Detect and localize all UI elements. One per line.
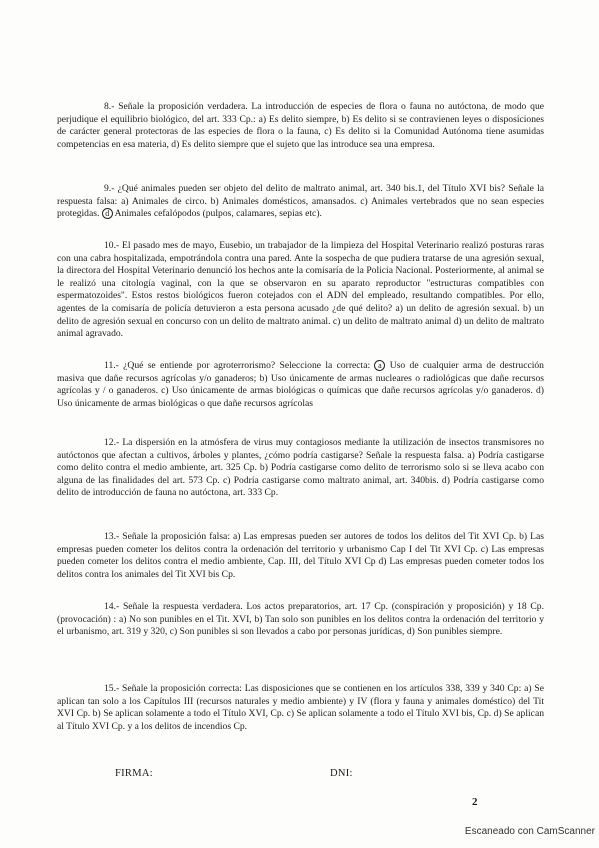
question-11 — [57, 360, 544, 410]
question-14: 14.- Señale la respuesta verdadera. Los actos preparatorios, art. 17 Cp. (conspiración y proposición) y 18 Cp. (provocación) : a) No son punibles en el Tit. XVI, b) Tan solo son punibles en los delitos contra la ordenación del territorio y el urbanismo, art. 319 y 320, c) Son punibles si son llevados a cabo por personas jurídicas, d) Son punibles siempre. — [57, 601, 544, 638]
circled-answer-mark: d — [102, 208, 113, 219]
question-10: 10.- El pasado mes de mayo, Eusebio, un trabajador de la limpieza del Hospital Veterinario realizó posturas raras con una cabra hospitalizada, empotrándola contra una pared. Ante la sospecha de que pudiera tratarse de una agresión sexual, la directora del Hospital Veterinario denunció los hechos ante la comisaría de la Policía Nacional. Posteriormente, al animal se le realizó una citología vaginal, con la que se observaron en su aparato reproductor "estructuras compatibles con espermatozoides". Estos restos biológicos fueron cotejados con el ADN del empleado, resultando compatibles. Por ello, agentes de la comisaría de policía detuvieron a esta persona acusado ¿de qué delito? a) un delito de agresión sexual. b) un delito de agresión sexual en concurso con un delito de maltrato animal. c) un delito de maltrato animal d) un delito de maltrato animal agravado. — [57, 240, 544, 340]
question-13: 13.- Señale la proposición falsa: a) Las empresas pueden ser autores de todos los delitos del Tit XVI Cp. b) Las empresas pueden cometer los delitos contra la ordenación del territorio y urbanismo Cap I del Tit XVI Cp. c) Las empresas pueden cometer los delitos contra el medio ambiente, Cap. III, del Título XVI Cp d) Las empresas pueden cometer todos los delitos contra los animales del Tit XVI bis Cp. — [57, 531, 544, 580]
question-11-text-b: Uso de cualquier arma de destrucción masiva que dañe recursos agrícolas y/o ganaderos; b) Uso únicamente de armas nucleares o radiológicas que dañe recursos agrícolas y / o ganaderos. c) Uso únicamente de armas biológicas o químicas que dañe recursos agrícolas y/o ganaderos. d) Uso únicamente de armas biológicas o que dañe recursos agrícolas — [57, 360, 544, 409]
question-15: 15.- Señale la proposición correcta: Las disposiciones que se contienen en los artículos 338, 339 y 340 Cp: a) Se aplican tan solo a los Capítulos III (recursos naturales y medio ambiente) y IV (flora y fauna y animales doméstico) del Tit XVI Cp. b) Se aplican solamente a todo el Título XVI, Cp. c) Se aplican solamente a todo el Título XVI bis, Cp. d) Se aplican al Título XVI Cp. y a los delitos de incendios Cp. — [57, 683, 544, 732]
question-9 — [57, 183, 544, 221]
circled-answer-mark: a — [374, 360, 385, 371]
question-8: 8.- Señale la proposición verdadera. La introducción de especies de flora o fauna no autóctona, de modo que perjudique el equilibrio biológico, del art. 333 Cp.: a) Es delito siempre, b) Es delito si se contravienen leyes o disposiciones de carácter general protectoras de las especies de flora o la fauna, c) Es delito si la Comunidad Autónoma tiene asumidas competencias en esa materia, d) Es delito siempre que el sujeto que las introduce sea una empresa. — [57, 101, 544, 150]
scanner-watermark: Escaneado con CamScanner — [464, 826, 595, 837]
question-12: 12.- La dispersión en la atmósfera de virus muy contagiosos mediante la utilización de insectos transmisores no autóctonos que afectan a cultivos, árboles y plantes, ¿cómo podría castigarse? Señale la respuesta falsa. a) Podría castigarse como delito contra el medio ambiente, art. 325 Cp. b) Podría castigarse como delito de terrorismo solo si se lleva acabo con alguna de las finalidades del art. 573 Cp. c) Podría castigarse como maltrato animal, art. 340bis. d) Podría castigarse como delito de introducción de fauna no autóctona, art. 333 Cp. — [57, 437, 544, 499]
page-number: 2 — [472, 796, 478, 808]
question-9-text-b: Animales cefalópodos (pulpos, calamares, sepias etc). — [112, 208, 322, 220]
dni-label: DNI: — [330, 768, 353, 779]
question-11-text-a: 11.- ¿Qué se entiende por agroterrorismo? Seleccione la correcta: — [104, 360, 371, 371]
question-9-text-a: 9.- ¿Qué animales pueden ser objeto del delito de maltrato animal, art. 340 bis.1, del Título XVI bis? Señale la respuesta falsa: a) Animales de circo. b) Animales domésticos, amansados. c) Animales vertebrados que no sean especies protegidas. — [57, 183, 544, 220]
signature-label: FIRMA: — [115, 768, 153, 779]
